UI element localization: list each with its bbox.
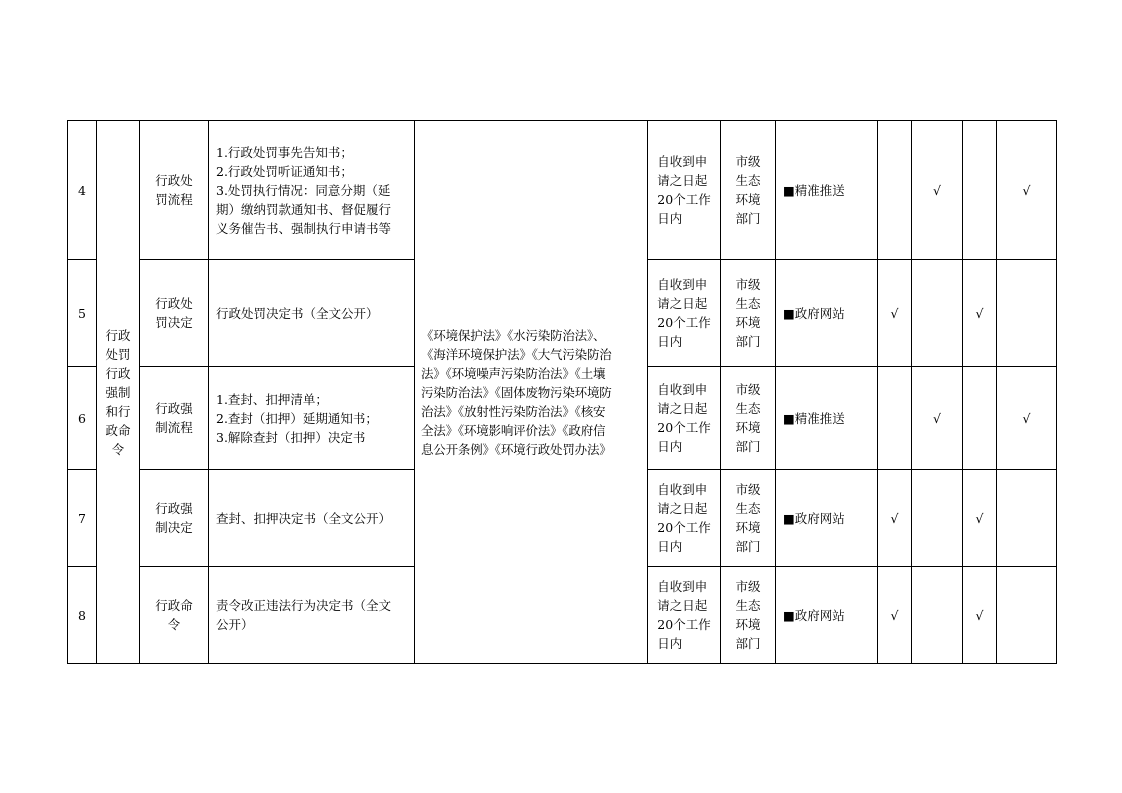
check-cell (997, 260, 1057, 367)
time-limit: 自收到申 请之日起 20个工作 日内 (648, 367, 721, 470)
department: 市级 生态 环境 部门 (721, 567, 776, 664)
disclosure-content: 行政处罚决定书（全文公开） (209, 260, 415, 367)
row-number: 8 (68, 567, 97, 664)
disclosure-table (67, 120, 1057, 664)
disclosure-content: 查封、扣押决定书（全文公开） (209, 470, 415, 567)
channel: ■政府网站 (776, 470, 878, 567)
row-number: 5 (68, 260, 97, 367)
item-name: 行政命 令 (140, 567, 209, 664)
check-mark: √ (997, 121, 1057, 260)
check-mark: √ (997, 367, 1057, 470)
disclosure-content: 1.查封、扣押清单； 2.查封（扣押）延期通知书； 3.解除查封（扣押）决定书 (209, 367, 415, 470)
item-name: 行政处 罚流程 (140, 121, 209, 260)
time-limit: 自收到申 请之日起 20个工作 日内 (648, 470, 721, 567)
department: 市级 生态 环境 部门 (721, 260, 776, 367)
check-cell (912, 470, 963, 567)
check-mark: √ (912, 367, 963, 470)
item-name: 行政强 制流程 (140, 367, 209, 470)
check-mark: √ (963, 567, 997, 664)
channel: ■政府网站 (776, 260, 878, 367)
channel: ■政府网站 (776, 567, 878, 664)
check-cell (963, 121, 997, 260)
check-cell (997, 470, 1057, 567)
table-row (68, 121, 1057, 260)
check-mark: √ (878, 470, 912, 567)
time-limit: 自收到申 请之日起 20个工作 日内 (648, 260, 721, 367)
department: 市级 生态 环境 部门 (721, 470, 776, 567)
channel: ■精准推送 (776, 367, 878, 470)
check-mark: √ (963, 260, 997, 367)
legal-basis-cell: 《环境保护法》《水污染防治法》、 《海洋环境保护法》《大气污染防治 法》《环境噪声污染防治法》《土壤 污染防治法》《固体废物污染环境防 治法》《放射性污染防治法》《核安 全法》《环境影响评价法》《政府信 息公开条例》《环境行政处罚办法》 (415, 121, 648, 664)
check-cell (912, 260, 963, 367)
disclosure-content: 责令改正违法行为决定书（全文 公开） (209, 567, 415, 664)
check-cell (878, 367, 912, 470)
department: 市级 生态 环境 部门 (721, 121, 776, 260)
check-mark: √ (963, 470, 997, 567)
row-number: 7 (68, 470, 97, 567)
check-mark: √ (912, 121, 963, 260)
time-limit: 自收到申 请之日起 20个工作 日内 (648, 567, 721, 664)
check-cell (878, 121, 912, 260)
disclosure-content: 1.行政处罚事先告知书； 2.行政处罚听证通知书； 3.处罚执行情况：同意分期（延 期）缴纳罚款通知书、督促履行 义务催告书、强制执行申请书等 (209, 121, 415, 260)
check-cell (997, 567, 1057, 664)
check-mark: √ (878, 567, 912, 664)
check-cell (963, 367, 997, 470)
item-name: 行政强 制决定 (140, 470, 209, 567)
check-cell (912, 567, 963, 664)
department: 市级 生态 环境 部门 (721, 367, 776, 470)
channel: ■精准推送 (776, 121, 878, 260)
row-number: 4 (68, 121, 97, 260)
row-number: 6 (68, 367, 97, 470)
category-cell: 行政 处罚 行政 强制 和行 政命 令 (97, 121, 140, 664)
check-mark: √ (878, 260, 912, 367)
item-name: 行政处 罚决定 (140, 260, 209, 367)
time-limit: 自收到申 请之日起 20个工作 日内 (648, 121, 721, 260)
